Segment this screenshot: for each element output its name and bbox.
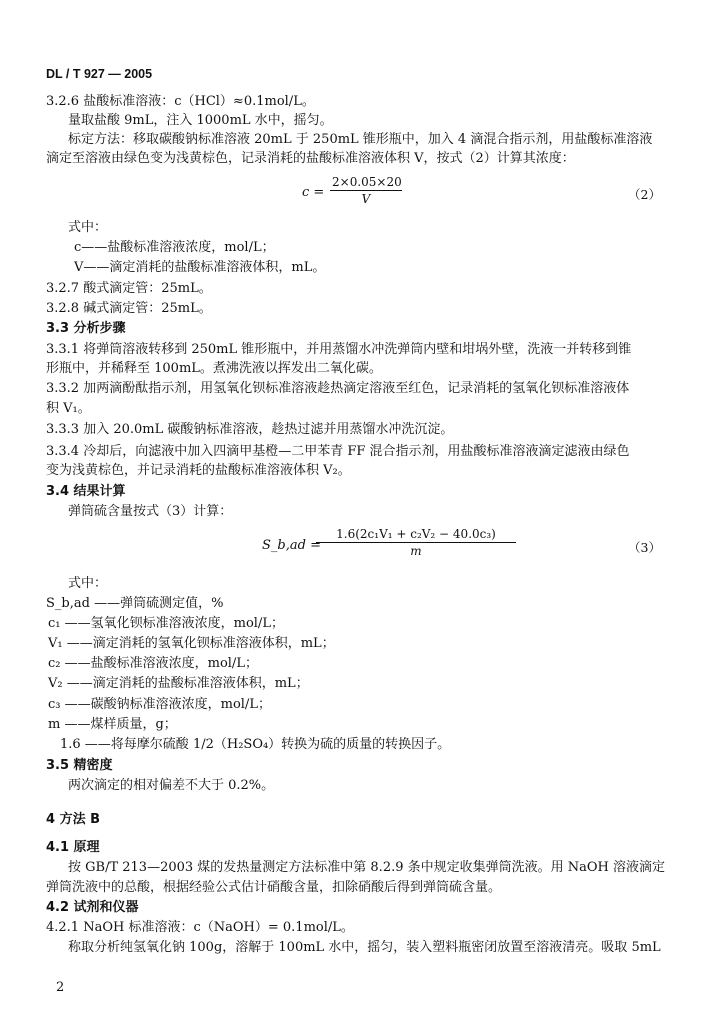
text-line: 式中： (68, 220, 108, 235)
definition-line: c₁ ——氢氧化钡标准溶液浓度，mol/L； (48, 616, 284, 631)
text-line: 3.3.2 加两滴酚酞指示剂，用氢氧化钡标准溶液趁热滴定溶液至红色，记录消耗的氢氧化钡标准溶液体 (46, 381, 630, 396)
definition-line: S_b,ad ——弹筒硫测定值，% (46, 596, 224, 611)
section-heading: 3.5 精密度 (46, 758, 113, 773)
formula-3-numerator: 1.6(2c₁V₁ + c₂V₂ − 40.0c₃) (336, 527, 496, 541)
text-line: 标定方法：移取碳酸钠标准溶液 20mL 于 250mL 锥形瓶中，加入 4 滴混合指示剂，用盐酸标准溶液 (68, 132, 653, 147)
formula-2-lhs: c = (302, 185, 325, 200)
formula-2-numerator: 2×0.05×20 (332, 175, 402, 189)
formula-2-number: （2） (628, 187, 661, 202)
section-heading: 4 方法 B (46, 812, 101, 827)
text-line: 3.2.7 酸式滴定管：25mL。 (46, 281, 212, 296)
text-line: 3.2.8 碱式滴定管：25mL。 (46, 301, 212, 316)
formula-2-denominator: V (361, 192, 371, 206)
text-line: 3.3.3 加入 20.0mL 碳酸钠标准溶液，趁热过滤并用蒸馏水冲洗沉淀。 (46, 422, 454, 437)
definition-line: c₂ ——盐酸标准溶液浓度，mol/L； (48, 656, 258, 671)
definition-line: m ——煤样质量，g； (48, 717, 177, 732)
definition-line: c₃ ——碳酸钠标准溶液浓度，mol/L； (48, 697, 271, 712)
standard-header: DL / T 927 — 2005 (46, 67, 153, 81)
text-line: 3.2.6 盐酸标准溶液：c（HCl）≈0.1mol/L。 (46, 94, 315, 109)
formula-3-lhs: S_b,ad = (262, 538, 321, 553)
section-heading: 3.3 分析步骤 (46, 321, 126, 336)
fraction-bar (330, 190, 402, 191)
text-line: 滴定至溶液由绿色变为浅黄棕色，记录消耗的盐酸标准溶液体积 V，按式（2）计算其浓度： (46, 151, 575, 166)
text-line: 按 GB/T 213—2003 煤的发热量测定方法标准中第 8.2.9 条中规定收集弹筒洗液。用 NaOH 溶液滴定 (68, 860, 666, 875)
section-heading: 4.1 原理 (46, 840, 100, 855)
text-line: c——盐酸标准溶液浓度，mol/L； (74, 240, 275, 255)
page-number: 2 (56, 980, 65, 995)
text-line: 两次滴定的相对偏差不大于 0.2%。 (68, 778, 275, 793)
fraction-bar (316, 542, 516, 543)
text-line: V——滴定消耗的盐酸标准溶液体积，mL。 (74, 260, 326, 275)
definition-line: V₂ ——滴定消耗的盐酸标准溶液体积，mL； (48, 676, 309, 691)
definition-line: V₁ ——滴定消耗的氢氧化钡标准溶液体积，mL； (48, 636, 335, 651)
text-line: 3.3.1 将弹筒溶液转移到 250mL 锥形瓶中，并用蒸馏水冲洗弹筒内壁和坩埚外壁，洗液一并转移到锥 (46, 342, 632, 357)
text-line: 形瓶中，并稀释至 100mL。煮沸洗液以挥发出二氧化碳。 (46, 361, 382, 376)
formula-3-number: （3） (628, 540, 661, 555)
text-line: 量取盐酸 9mL，注入 1000mL 水中，摇匀。 (68, 113, 333, 128)
formula-3-fraction (316, 527, 516, 558)
text-line: 式中： (68, 576, 108, 591)
definition-line: 1.6 ——将每摩尔硫酸 1/2（H₂SO₄）转换为硫的质量的转换因子。 (60, 737, 451, 752)
text-line: 称取分析纯氢氧化钠 100g，溶解于 100mL 水中，摇匀，装入塑料瓶密闭放置至溶液清亮。吸取 5mL (68, 940, 661, 955)
text-line: 3.3.4 冷却后，向滤液中加入四滴甲基橙—二甲苯青 FF 混合指示剂，用盐酸标准溶液滴定滤液由绿色 (46, 444, 630, 459)
text-line: 变为浅黄棕色，并记录消耗的盐酸标准溶液体积 V₂。 (46, 463, 351, 478)
section-heading: 4.2 试剂和仪器 (46, 900, 139, 915)
formula-2-fraction (330, 175, 402, 206)
text-line: 弹筒硫含量按式（3）计算： (68, 504, 233, 519)
text-line: 积 V₁。 (46, 401, 91, 416)
text-line: 弹筒洗液中的总酸，根据经验公式估计硝酸含量，扣除硝酸后得到弹筒硫含量。 (46, 880, 502, 895)
section-heading: 3.4 结果计算 (46, 484, 126, 499)
formula-3-denominator: m (410, 544, 422, 558)
text-line: 4.2.1 NaOH 标准溶液：c（NaOH）= 0.1mol/L。 (46, 920, 354, 935)
